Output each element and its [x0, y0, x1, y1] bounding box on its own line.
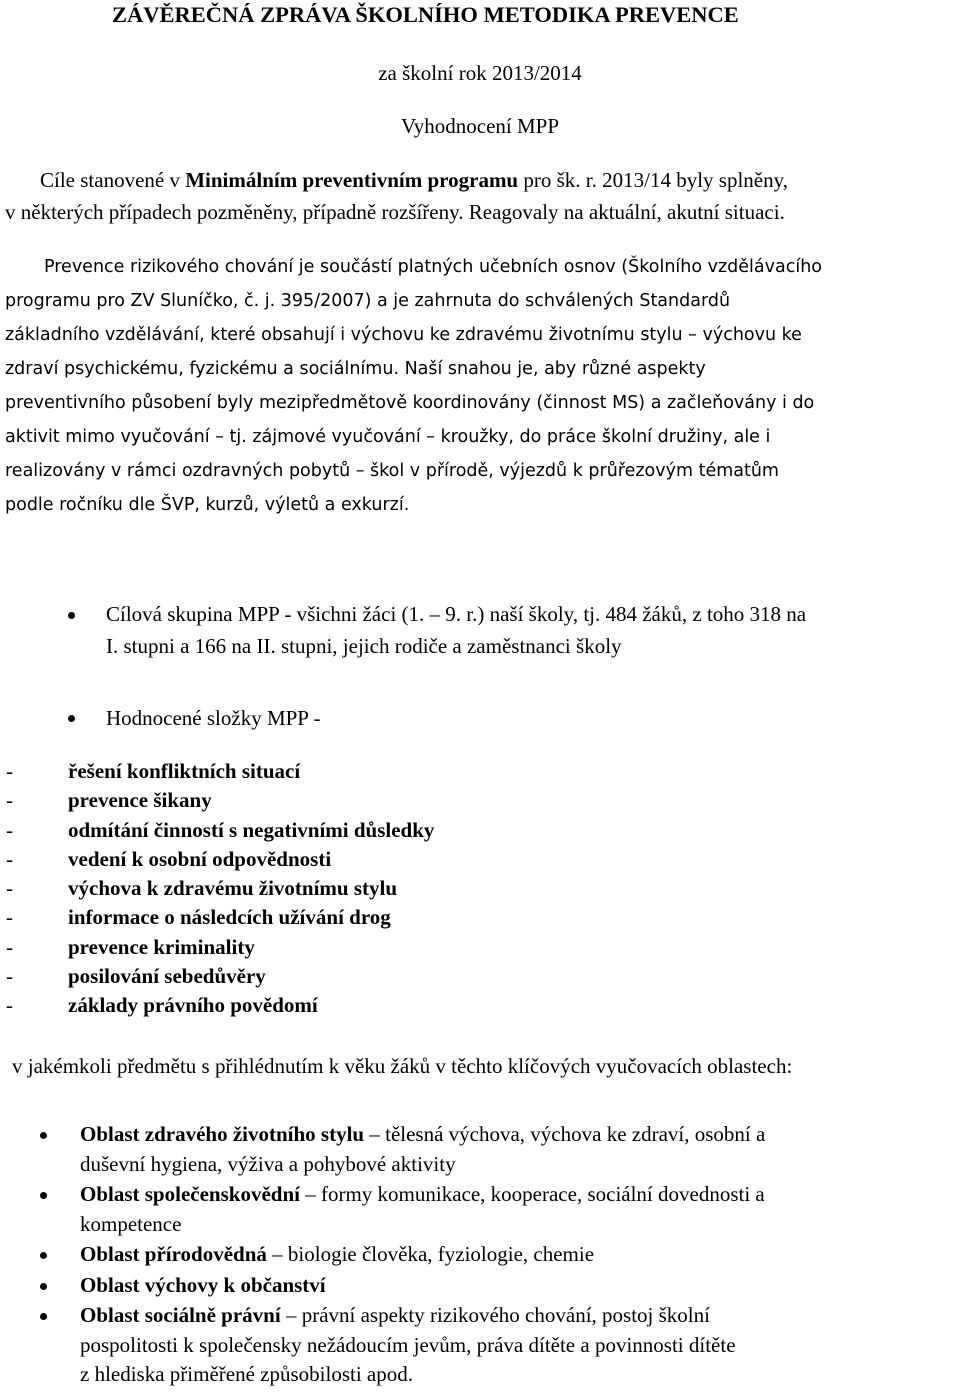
evaluation-heading: Vyhodnocení MPP: [400, 114, 560, 138]
intro-text: pro šk. r. 2013/14 byly splněny,: [518, 168, 789, 192]
bullet-icon: [68, 612, 75, 619]
component-label: informace o následcích užívání drog: [68, 905, 391, 930]
document-title: ZÁVĚREČNÁ ZPRÁVA ŠKOLNÍHO METODIKA PREVENCE: [112, 2, 739, 27]
areas-list: [40, 1120, 765, 1391]
dash-marker: -: [6, 905, 13, 930]
dash-marker: -: [6, 817, 13, 842]
dash-marker: -: [6, 964, 13, 989]
area-line: [80, 1180, 765, 1210]
component-label: řešení konfliktních situací: [68, 759, 301, 783]
component-item: [6, 903, 434, 932]
area-description: pospolitosti k společensky nežádoucím jevům, práva dítěte a povinnosti dítěte: [80, 1332, 736, 1357]
program-name: Minimálním preventivním programu: [185, 168, 519, 192]
dash-marker: -: [6, 993, 13, 1018]
dash-marker: -: [6, 934, 13, 959]
area-description: – právní aspekty rizikového chování, postoj školní: [280, 1303, 710, 1327]
target-group-item: [106, 598, 806, 662]
dash-marker: -: [6, 759, 13, 783]
area-item: [40, 1240, 765, 1270]
paragraph-line: Prevence rizikového chování je součástí platných učebních osnov (Školního vzdělávacího: [44, 257, 822, 277]
intro-paragraph: [5, 164, 789, 228]
area-description: duševní hygiena, výživa a pohybové aktivity: [80, 1151, 456, 1176]
component-label: posilování sebedůvěry: [68, 964, 266, 989]
component-item: [6, 757, 434, 786]
paragraph-line: aktivit mimo vyučování – tj. zájmové vyučování – kroužky, do práce školní družiny, ale i: [5, 427, 771, 447]
components-list: [6, 757, 434, 1021]
area-item: [40, 1120, 765, 1179]
component-label: výchova k zdravému životnímu stylu: [68, 876, 398, 901]
target-group-line: I. stupni a 166 na II. stupni, jejich rodiče a zaměstnanci školy: [106, 634, 622, 658]
paragraph-line: zdraví psychickému, fyzickému a sociálnímu. Naší snahou je, aby různé aspekty: [5, 359, 706, 379]
paragraph-line: realizovány v rámci ozdravných pobytů – škol v přírodě, výjezdů k průřezovým tématům: [5, 461, 779, 481]
component-item: [6, 816, 434, 845]
area-name: Oblast výchovy k občanství: [80, 1272, 326, 1297]
area-line: [80, 1301, 765, 1331]
bullet-icon: [40, 1252, 47, 1259]
area-line: [80, 1240, 765, 1270]
dash-marker: -: [6, 788, 13, 813]
bullet-icon: [68, 715, 75, 722]
intro-line-2: v některých případech pozměněny, případně rozšířeny. Reagovaly na aktuální, akutní situaci.: [5, 200, 785, 224]
area-description: z hlediska přiměřené způsobilosti apod.: [80, 1362, 413, 1386]
bullet-icon: [40, 1313, 47, 1320]
dash-marker: -: [6, 876, 13, 901]
area-name: Oblast sociálně právní: [80, 1303, 281, 1327]
area-item: [40, 1180, 765, 1239]
area-line: [80, 1271, 765, 1301]
component-item: [6, 962, 434, 991]
paragraph-line: programu pro ZV Sluníčko, č. j. 395/2007) a je zahrnuta do schválených Standardů: [5, 291, 731, 311]
paragraph-line: preventivního působení byly mezipředmětově koordinovány (činnost MS) a začleňovány i do: [5, 393, 815, 413]
area-description: – tělesná výchova, výchova ke zdraví, osobní a: [364, 1122, 766, 1146]
intro-text: Cíle stanovené v: [40, 168, 186, 192]
components-heading: Hodnocené složky MPP -: [106, 706, 321, 730]
target-group-line: Cílová skupina MPP - všichni žáci (1. – 9. r.) naší školy, tj. 484 žáků, z toho 318 na: [106, 602, 807, 626]
component-label: prevence kriminality: [68, 934, 255, 959]
intro-line-1: [40, 164, 788, 196]
component-item: [6, 991, 434, 1020]
component-item: [6, 786, 434, 815]
area-description: kompetence: [80, 1211, 182, 1236]
area-name: Oblast přírodovědná: [80, 1242, 267, 1266]
prevention-paragraph: [5, 250, 822, 522]
component-label: vedení k osobní odpovědnosti: [68, 846, 332, 871]
component-label: základy právního povědomí: [68, 993, 318, 1018]
area-item: [40, 1301, 765, 1390]
area-description: – biologie člověka, fyziologie, chemie: [266, 1242, 595, 1266]
area-name: Oblast společenskovědní: [80, 1182, 300, 1206]
bullet-icon: [40, 1283, 47, 1290]
component-item: [6, 933, 434, 962]
bullet-icon: [40, 1192, 47, 1199]
dash-marker: -: [6, 846, 13, 871]
component-label: prevence šikany: [68, 788, 212, 813]
area-name: Oblast zdravého životního stylu: [80, 1122, 365, 1146]
area-description: – formy komunikace, kooperace, sociální dovednosti a: [299, 1182, 765, 1206]
bullet-icon: [40, 1132, 47, 1139]
component-item: [6, 845, 434, 874]
school-year: za školní rok 2013/2014: [378, 61, 582, 85]
paragraph-line: základního vzdělávání, které obsahují i výchovu ke zdravému životnímu stylu – výchovu ke: [5, 325, 802, 345]
area-item: [40, 1271, 765, 1301]
area-line: [80, 1120, 765, 1150]
component-label: odmítání činností s negativními důsledky: [68, 817, 435, 842]
areas-intro: v jakémkoli předmětu s přihlédnutím k věku žáků v těchto klíčových vyučovacích oblastech:: [12, 1054, 793, 1078]
paragraph-line: podle ročníku dle ŠVP, kurzů, výletů a exkurzí.: [5, 495, 410, 515]
component-item: [6, 874, 434, 903]
